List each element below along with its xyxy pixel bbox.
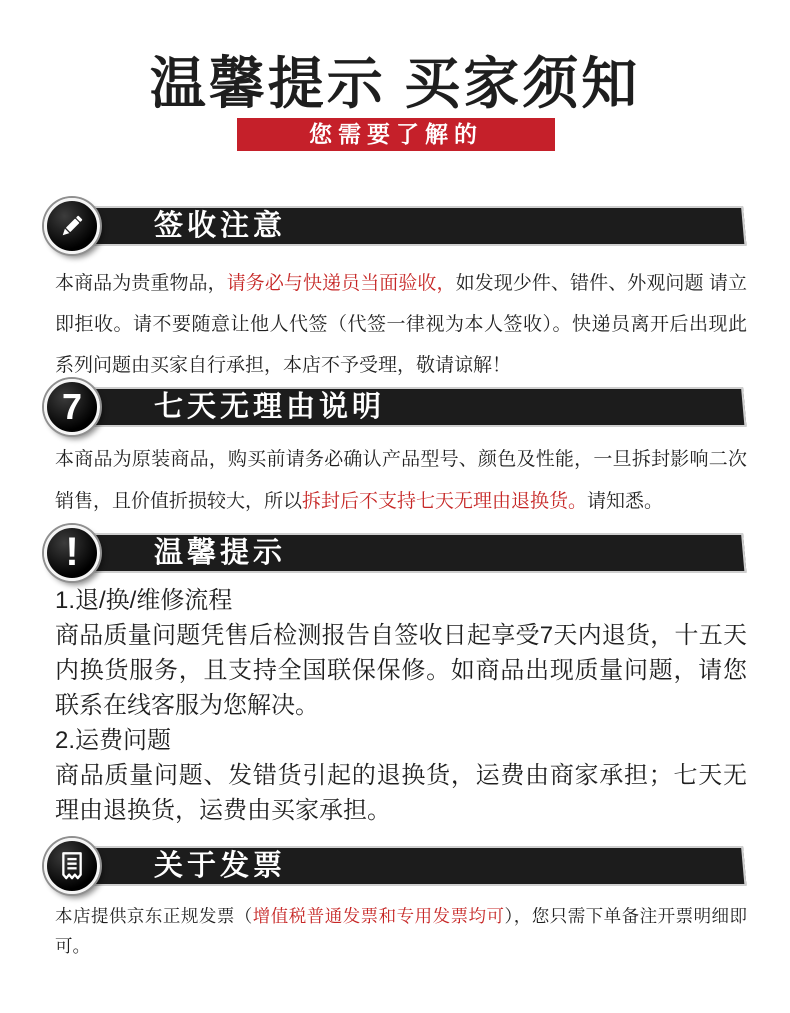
paragraph xyxy=(55,758,747,828)
section-tips-header xyxy=(60,529,743,574)
paragraph xyxy=(55,439,747,523)
text-segment: 1.退/换/维修流程 xyxy=(55,587,233,614)
text-segment: 商品质量问题凭售后检测报告自签收日起享受7天内退货，十五天内换货服务，且支持全国联保保修。如商品出现质量问题，请您联系在线客服为您解决。 xyxy=(55,622,747,719)
section-invoice-header xyxy=(60,846,743,886)
seven-glyph: 7 xyxy=(61,386,83,427)
pencil-icon xyxy=(44,198,100,254)
text-segment: 请知悉。 xyxy=(587,491,664,512)
paragraph xyxy=(55,263,747,386)
paragraph xyxy=(55,723,747,758)
paragraph xyxy=(55,583,747,618)
section-seven-day-header xyxy=(60,387,743,427)
subtitle-banner xyxy=(237,118,555,151)
paragraph xyxy=(55,618,747,723)
page-title: 温馨提示 买家须知 xyxy=(149,52,641,115)
subtitle-banner-label: 您需要了解的 xyxy=(309,121,483,147)
section-invoice-title: 关于发票 xyxy=(154,850,287,882)
section-tips-body xyxy=(55,583,747,828)
section-invoice-body xyxy=(55,901,747,961)
text-segment: ），您只需下单备注开票明细即可。 xyxy=(55,906,748,956)
section-tips-title: 温馨提示 xyxy=(154,537,287,569)
text-segment: 如发现少件、错件、外观问题 请立即拒收。请不要随意让他人代签（代签一律视为本人签收）。快递员离开后出现此系列问题由买家自行承担，本店不予受理，敬请谅解！ xyxy=(55,273,747,376)
section-sign-title: 签收注意 xyxy=(154,210,287,242)
receipt-icon xyxy=(44,838,100,894)
seven-badge-icon xyxy=(44,379,100,435)
paragraph xyxy=(55,901,747,961)
highlighted-text: 增值税普通发票和专用发票均可 xyxy=(252,906,505,926)
text-segment: 2.运费问题 xyxy=(55,727,172,754)
section-sign-header xyxy=(60,206,743,246)
text-segment: 商品质量问题、发错货引起的退换货，运费由商家承担；七天无理由退换货，运费由买家承担。 xyxy=(55,762,747,824)
text-segment: 本商品为贵重物品， xyxy=(55,273,227,294)
highlighted-text: 拆封后不支持七天无理由退换货。 xyxy=(302,491,588,512)
section-seven-day-body xyxy=(55,439,747,523)
section-seven-day-title: 七天无理由说明 xyxy=(154,391,386,423)
highlighted-text: 请务必与快递员当面验收， xyxy=(226,273,456,294)
exclamation-glyph: ! xyxy=(65,529,79,574)
exclamation-icon xyxy=(44,525,100,581)
text-segment: 本店提供京东正规发票（ xyxy=(55,906,253,926)
text-segment: 本商品为原装商品，购买前请务必确认产品型号、颜色及性能，一旦拆封影响二次销售，且价值折损较大，所以 xyxy=(55,449,747,512)
section-sign-body xyxy=(55,263,747,386)
